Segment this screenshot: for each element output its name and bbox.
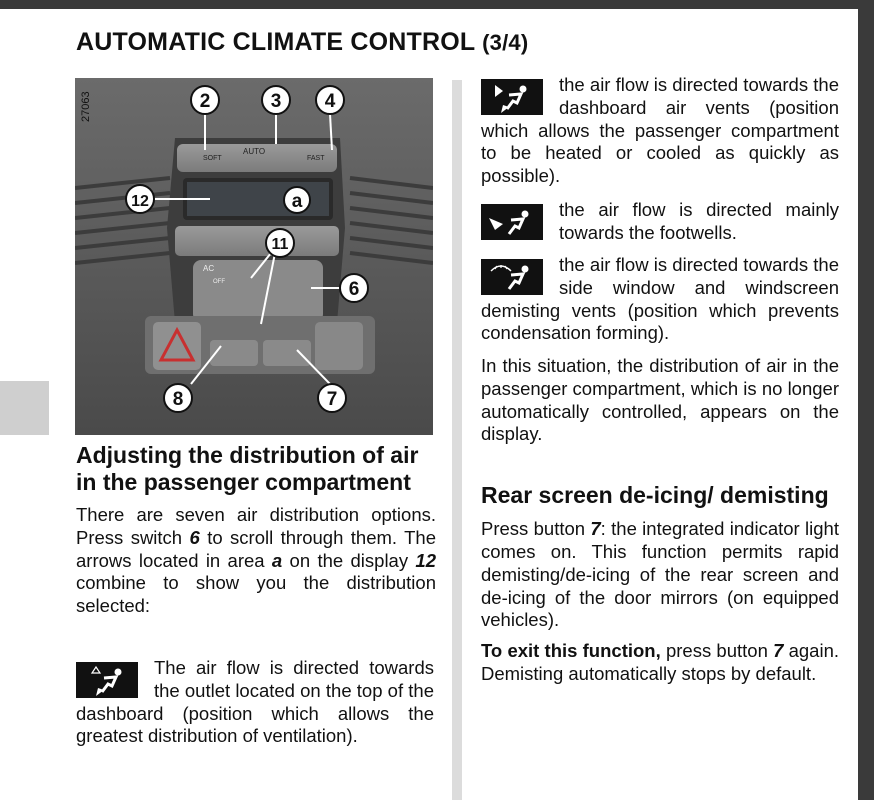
callout-2: 2 [199, 91, 211, 112]
fast-label: FAST [307, 155, 325, 162]
entry-footwells-text: the air flow is directed mainly towards the footwells. [559, 199, 839, 243]
right-column [481, 355, 839, 686]
intro-display-ref: 12 [415, 549, 436, 571]
press-text-2: : the integrated indicator light comes on. This function permits rapid demisting/de-icing of the rear screen and de-icing of the door mirrors (on equipped vehicles). [481, 518, 839, 631]
soft-label: SOFT [203, 155, 222, 162]
page-title-text: AUTOMATIC CLIMATE CONTROL [76, 28, 475, 56]
footwell-airflow-icon [481, 204, 543, 240]
callout-6: 6 [348, 279, 360, 300]
column-divider [452, 80, 462, 800]
dashboard-top-airflow-icon [76, 662, 138, 698]
climate-panel-illustration [75, 78, 433, 435]
entry-footwells [481, 199, 839, 245]
exit-text-1: press button [660, 640, 774, 662]
dashboard-vents-airflow-icon [481, 79, 543, 115]
entry-demisting-vents [481, 254, 839, 345]
page-title [76, 28, 528, 57]
callout-11: 11 [271, 236, 289, 253]
entry-top-outlet-text: The air flow is directed towards the outlet located on the top of the dashboard (position which allows the greatest distribution of ventilation). [76, 657, 434, 747]
rear-screen-press-text [481, 518, 839, 632]
exit-lead: To exit this function, [481, 640, 661, 662]
auto-label: AUTO [243, 147, 266, 156]
page-number: (3/4) [482, 30, 529, 55]
callout-a: a [291, 191, 303, 212]
intro-text-2: to scroll through them. The arrows located in area [76, 526, 437, 571]
callout-8: 8 [172, 389, 184, 410]
distribution-intro [76, 504, 436, 618]
right-border [858, 0, 874, 800]
off-label: OFF [213, 279, 225, 285]
section-heading-distribution: Adjusting the distribution of air in the passenger compartment [76, 442, 419, 495]
intro-switch-ref: 6 [189, 526, 200, 548]
entry-demisting-vents-text: the air flow is directed towards the side window and windscreen demisting vents (position which prevents condensation forming). [481, 254, 839, 344]
page-tab-marker [0, 381, 49, 435]
section-heading-rear-screen: Rear screen de-icing/ demisting [481, 482, 829, 509]
windscreen-demist-airflow-icon [481, 259, 543, 295]
top-border [0, 0, 874, 9]
exit-text-2: again. Demisting automatically stops by default. [481, 640, 839, 684]
entry-dashboard-vents [481, 74, 839, 188]
figure-code: 27063 [80, 91, 92, 122]
intro-text-3: on the display [282, 549, 416, 571]
situation-text: In this situation, the distribution of air in the passenger compartment, which is no longer automatically controlled, appears on the display. [481, 355, 839, 445]
callout-7: 7 [326, 389, 338, 410]
callout-12: 12 [131, 193, 149, 210]
intro-text-1: There are seven air distribution options. Press switch [76, 504, 436, 548]
intro-area-ref: a [271, 549, 283, 571]
entry-top-outlet [76, 657, 434, 748]
callout-3: 3 [270, 91, 282, 112]
ac-label: AC [203, 264, 215, 273]
entry-dashboard-vents-text: the air flow is directed towards the dashboard air vents (position which allows the passenger compartment to be heated or cooled as quickly as possible). [481, 74, 839, 187]
press-text-1: Press button [481, 518, 591, 540]
intro-text-4: combine to show you the distribution selected: [76, 572, 436, 617]
rear-screen-exit-text [481, 640, 839, 686]
press-button-ref: 7 [590, 518, 601, 540]
exit-button-ref: 7 [773, 640, 784, 662]
callout-4: 4 [324, 91, 336, 112]
left-column [76, 442, 436, 618]
climate-panel-photo [75, 78, 433, 435]
